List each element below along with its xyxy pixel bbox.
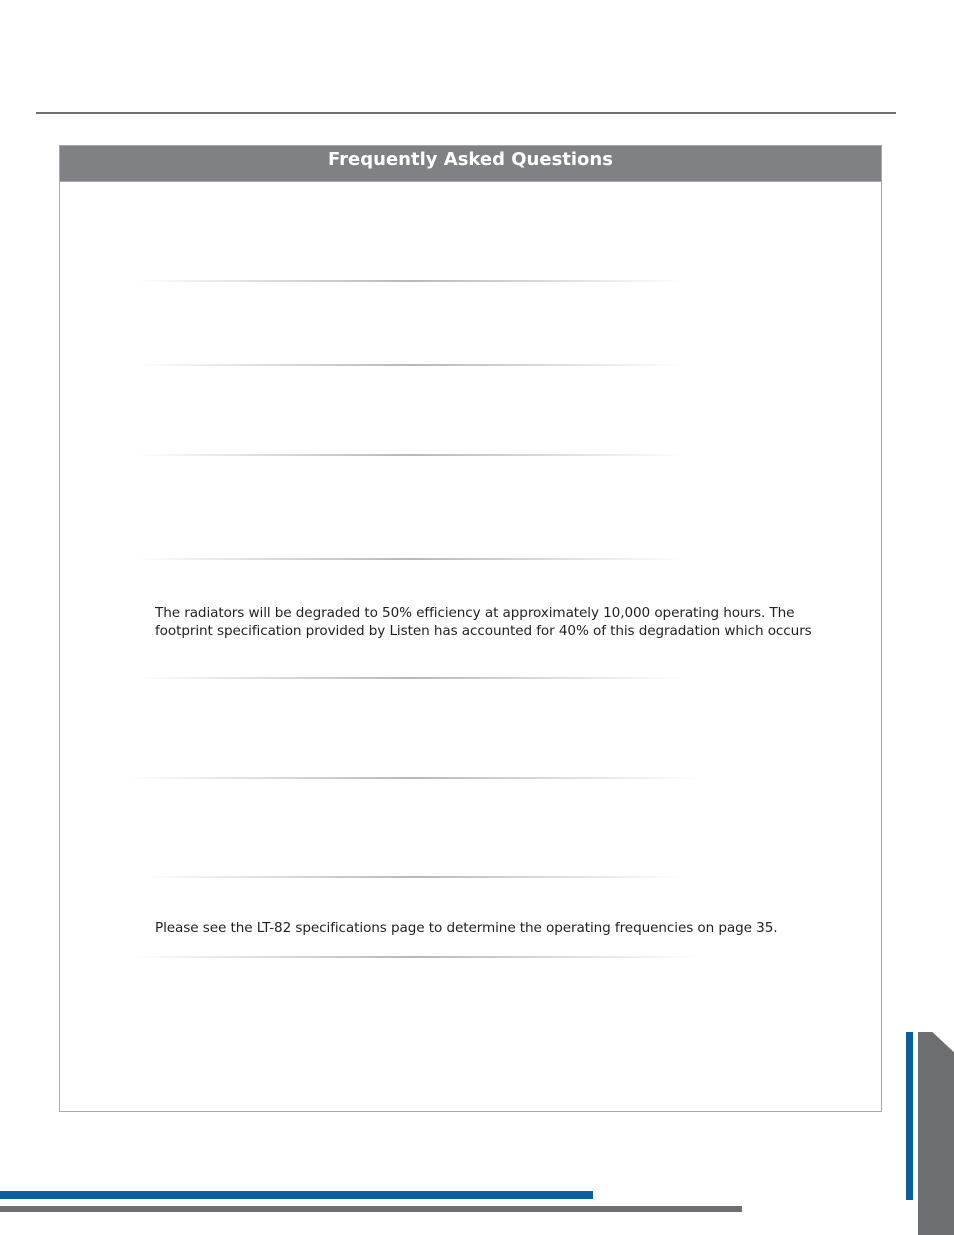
faq-divider — [135, 558, 685, 560]
faq-divider — [125, 777, 700, 779]
footer-gray-bar — [0, 1206, 742, 1212]
faq-divider — [135, 454, 685, 456]
top-rule — [36, 112, 896, 114]
footer-blue-bar — [0, 1191, 593, 1199]
faq-divider — [135, 280, 685, 282]
faq-divider — [135, 364, 685, 366]
faq-divider — [130, 956, 700, 958]
faq-answer-radiators: The radiators will be degraded to 50% efficiency at approximately 10,000 operating hours. The footprint specification provided by Listen has accounted for 40% of this degradation which occurs — [155, 605, 812, 639]
faq-divider — [145, 876, 685, 878]
faq-panel — [59, 145, 882, 1112]
side-tab — [918, 1032, 954, 1235]
faq-divider — [135, 677, 685, 679]
side-tab-accent — [906, 1032, 913, 1200]
faq-title: Frequently Asked Questions — [60, 146, 881, 182]
faq-answer-frequencies: Please see the LT-82 specifications page to determine the operating frequencies on page 35. — [155, 920, 778, 936]
